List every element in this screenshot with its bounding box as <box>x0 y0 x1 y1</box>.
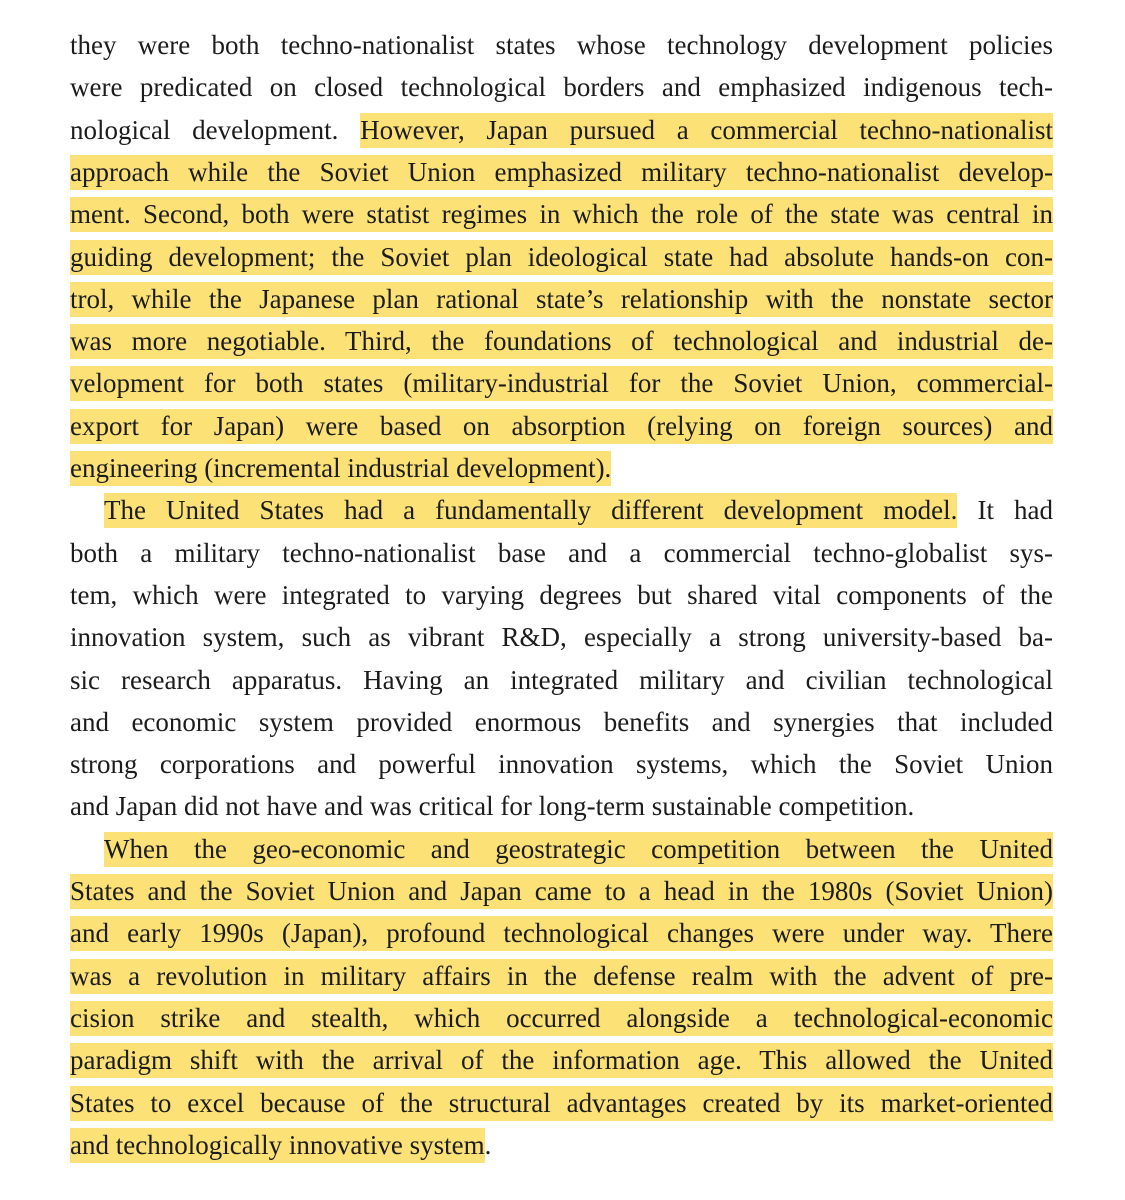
highlighted-text: was a revolution in military affairs in the defense realm with the advent of pre- <box>70 959 1053 994</box>
text-line <box>70 284 1053 314</box>
highlighted-text: States to excel because of the structural advantages created by its market-oriented <box>70 1086 1053 1121</box>
highlighted-text: ment. Second, both were statist regimes in which the role of the state was central in <box>70 197 1053 232</box>
text-line <box>70 580 1053 610</box>
text-line <box>70 961 1053 991</box>
text-line <box>70 1130 1053 1160</box>
text-line <box>70 1003 1053 1033</box>
highlighted-text: and technologically innovative system <box>70 1128 485 1163</box>
text-line <box>70 157 1053 187</box>
text-line <box>70 791 1053 821</box>
text-line <box>70 707 1053 737</box>
text-line <box>104 834 1053 864</box>
text-span: . <box>484 1129 492 1160</box>
text-line <box>70 1045 1053 1075</box>
text-line <box>70 368 1053 398</box>
highlighted-text: engineering (incremental industrial development). <box>70 451 611 486</box>
highlighted-text: The United States had a fundamentally different development model. <box>104 493 957 528</box>
highlighted-text: States and the Soviet Union and Japan came to a head in the 1980s (Soviet Union) <box>70 874 1053 909</box>
highlighted-text: was more negotiable. Third, the foundations of technological and industrial de- <box>70 324 1053 359</box>
text-line <box>70 918 1053 948</box>
text-span: nological development. <box>70 114 361 145</box>
text-line <box>70 749 1053 779</box>
text-span: and economic system provided enormous benefits and synergies that included <box>70 706 1053 737</box>
text-line <box>70 411 1053 441</box>
text-line <box>70 622 1053 652</box>
text-line <box>70 453 1053 483</box>
highlighted-text: and early 1990s (Japan), profound technological changes were under way. There <box>70 916 1053 951</box>
text-line <box>104 495 1053 525</box>
highlighted-text: approach while the Soviet Union emphasized military techno-nationalist develop- <box>70 155 1053 190</box>
text-line <box>70 242 1053 272</box>
text-line <box>70 115 1053 145</box>
text-span: tem, which were integrated to varying degrees but shared vital components of the <box>70 579 1053 610</box>
highlighted-text: guiding development; the Soviet plan ideological state had absolute hands-on con- <box>70 240 1053 275</box>
text-line <box>70 30 1053 60</box>
text-span: strong corporations and powerful innovation systems, which the Soviet Union <box>70 749 1053 780</box>
highlighted-text: When the geo-economic and geostrategic competition between the United <box>104 832 1053 867</box>
text-line <box>70 665 1053 695</box>
text-span: innovation system, such as vibrant R&D, especially a strong university-based ba- <box>70 622 1053 653</box>
text-span: and Japan did not have and was critical for long-term sustainable competition. <box>70 791 915 822</box>
highlighted-text: trol, while the Japanese plan rational state’s relationship with the nonstate sector <box>70 282 1053 317</box>
text-span: they were both techno-nationalist states whose technology development policies <box>70 30 1053 60</box>
highlighted-text: velopment for both states (military-industrial for the Soviet Union, commercial- <box>70 366 1053 401</box>
text-line <box>70 876 1053 906</box>
highlighted-text: paradigm shift with the arrival of the information age. This allowed the United <box>70 1043 1053 1078</box>
highlighted-text: cision strike and stealth, which occurred alongside a technological-economic <box>70 1001 1053 1036</box>
text-span: both a military techno-nationalist base and a commercial techno-globalist sys- <box>70 537 1053 568</box>
text-line <box>70 1088 1053 1118</box>
text-line <box>70 72 1053 102</box>
text-line <box>70 538 1053 568</box>
text-line <box>70 199 1053 229</box>
highlighted-text: export for Japan) were based on absorption (relying on foreign sources) and <box>70 409 1053 444</box>
highlighted-text: However, Japan pursued a commercial techno-nationalist <box>360 113 1053 148</box>
text-span: sic research apparatus. Having an integrated military and civilian technological <box>70 664 1053 695</box>
text-line <box>70 326 1053 356</box>
text-span: It had <box>957 495 1053 526</box>
text-span: were predicated on closed technological borders and emphasized indigenous tech- <box>70 72 1053 103</box>
